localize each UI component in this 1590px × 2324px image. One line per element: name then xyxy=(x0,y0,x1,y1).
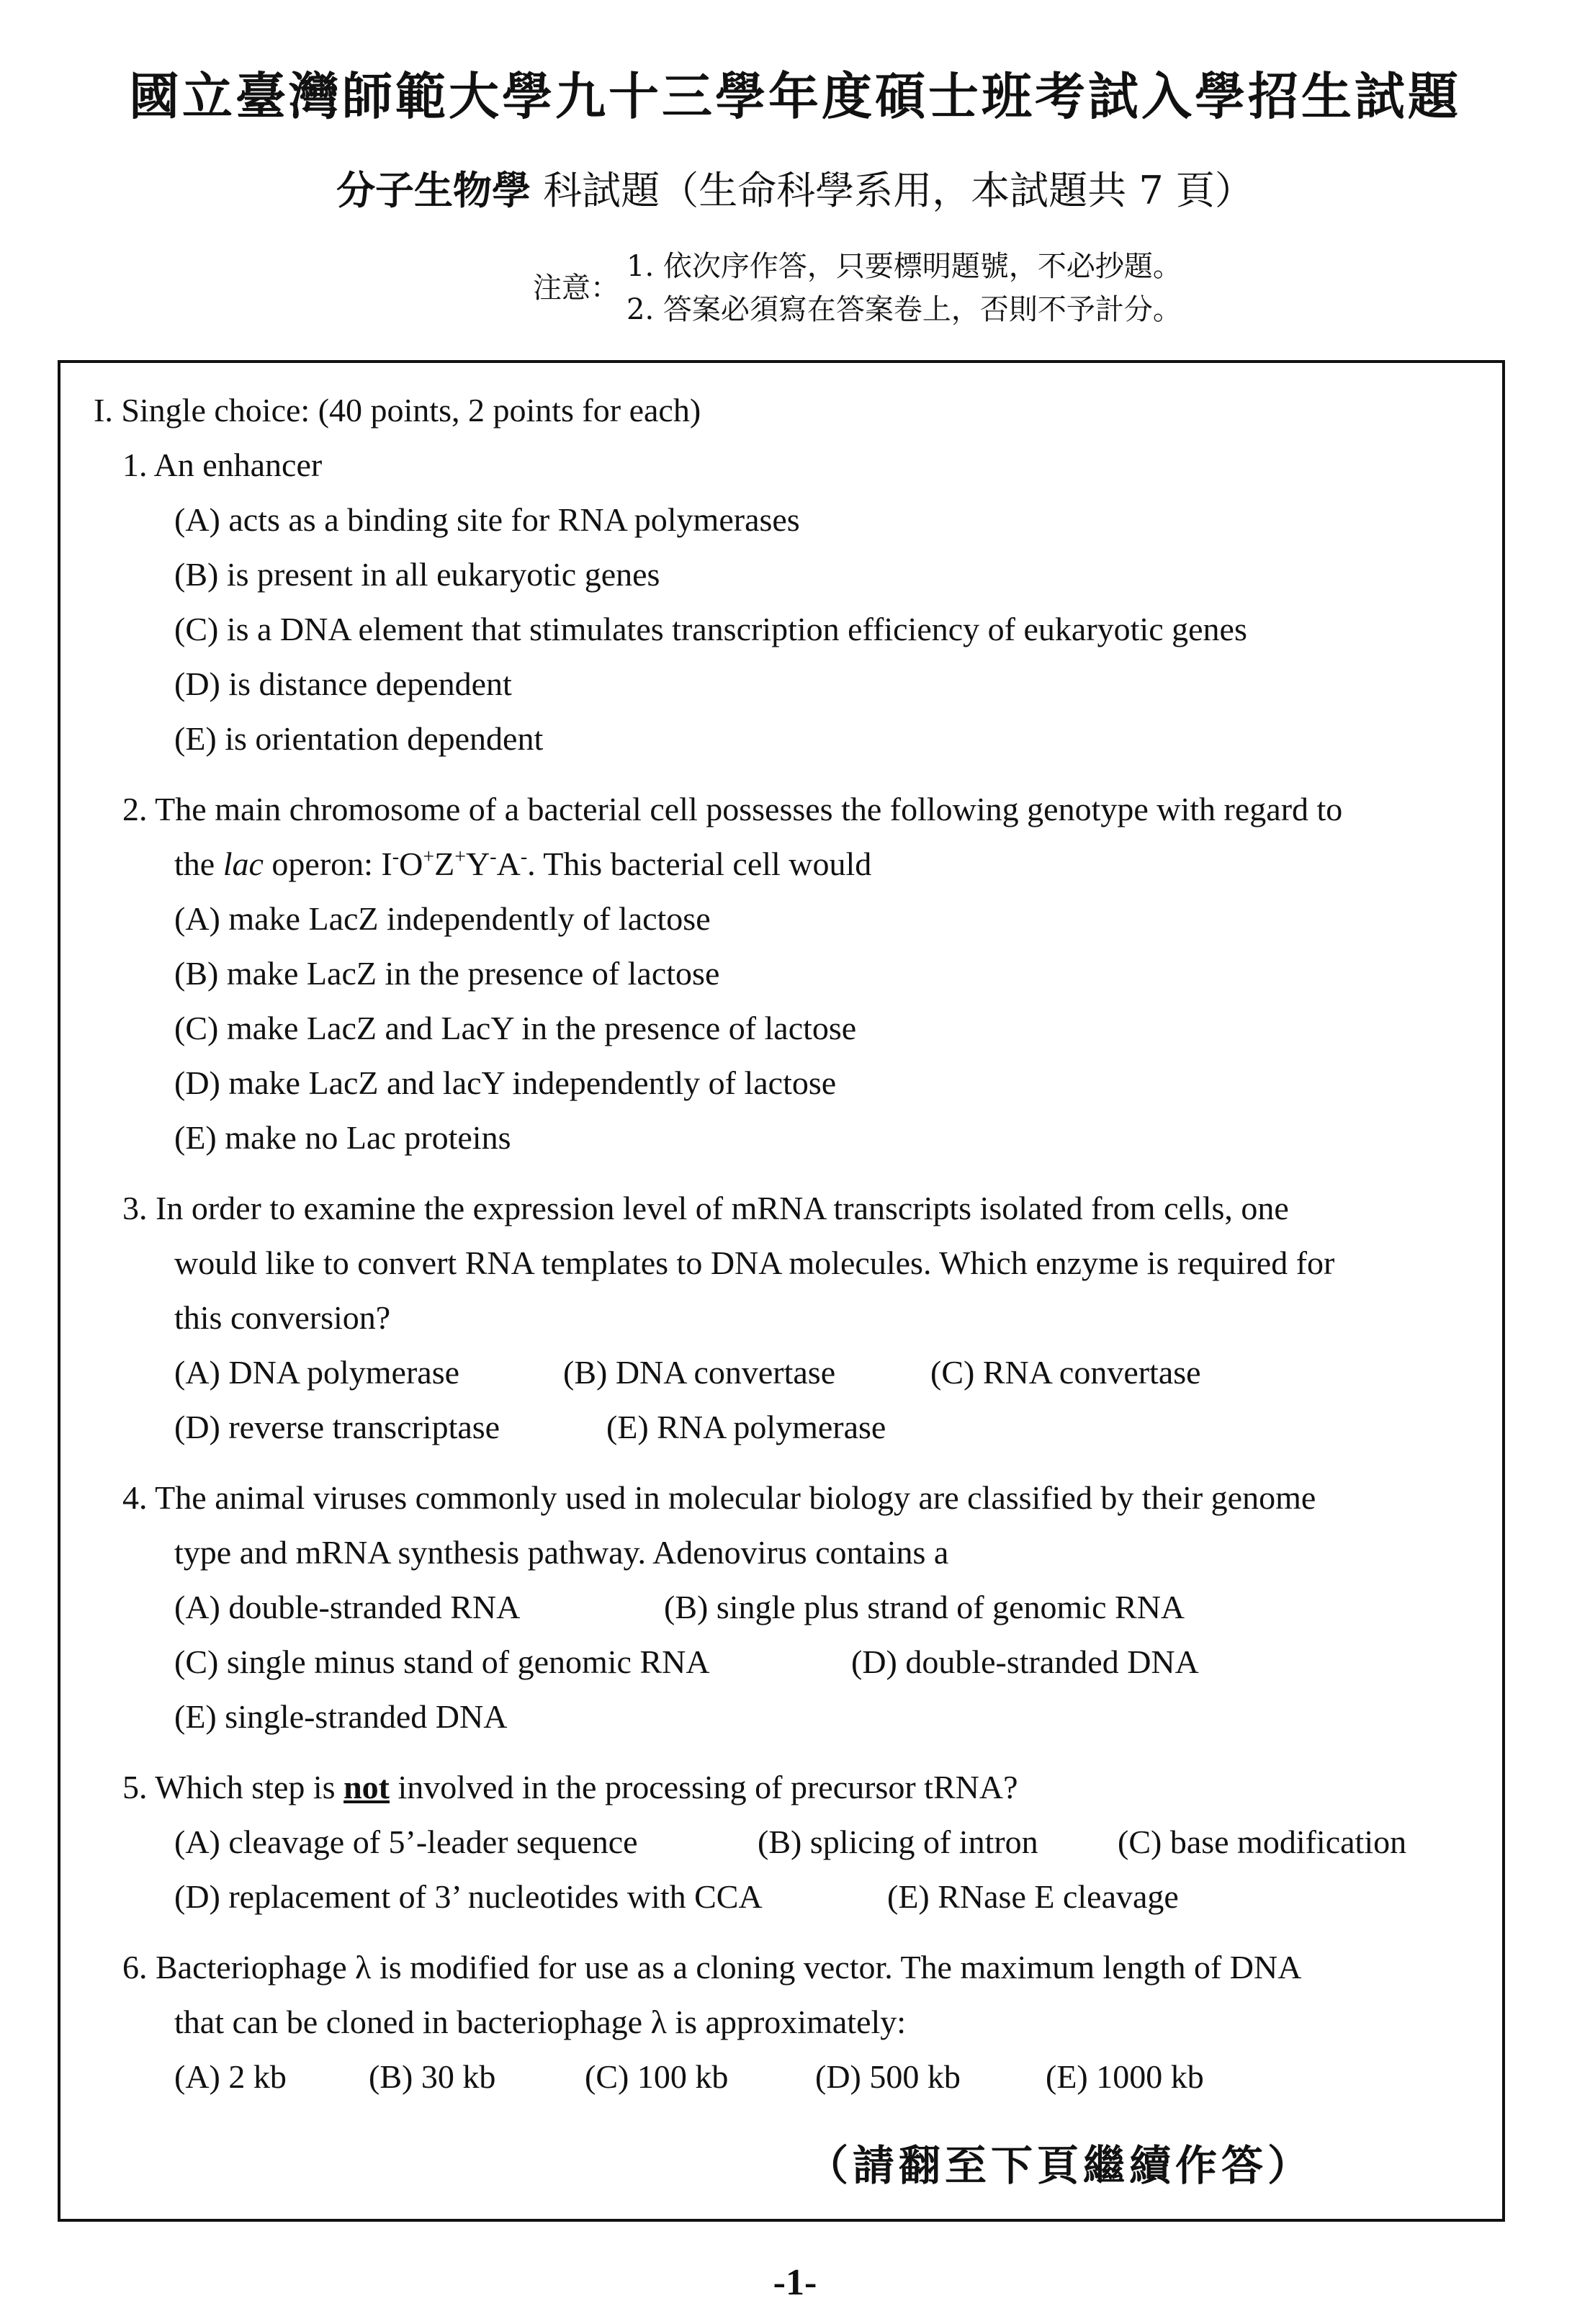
option-row xyxy=(94,1580,1473,1635)
option: (D) replacement of 3’ nucleotides with CCA xyxy=(174,1878,763,1915)
question-stem-line2: the lac operon: I-O+Z+Y-A-. This bacterial cell would xyxy=(94,837,1473,892)
question-1 xyxy=(94,438,1473,766)
question-number: 1. xyxy=(122,447,148,483)
option: (D) 500 kb xyxy=(815,2058,961,2095)
option-row xyxy=(94,1635,1473,1690)
option: (D) reverse transcriptase xyxy=(174,1409,500,1445)
exam-subtitle xyxy=(0,160,1590,215)
option: (A) DNA polymerase xyxy=(174,1354,460,1391)
continue-note: （請翻至下頁繼續作答） xyxy=(807,2141,1314,2190)
question-stem: The main chromosome of a bacterial cell possesses the following genotype with regard to xyxy=(155,791,1343,827)
notes-label: 注意： xyxy=(533,272,619,305)
option: (E) RNase E cleavage xyxy=(887,1878,1179,1915)
question-number: 5. xyxy=(122,1769,148,1805)
question-stem-line: type and mRNA synthesis pathway. Adenovirus contains a xyxy=(174,1534,949,1571)
question-box xyxy=(58,360,1505,2222)
option: (E) single-stranded DNA xyxy=(174,1698,508,1735)
option-row xyxy=(94,2050,1473,2104)
option: (C) base modification xyxy=(1118,1823,1407,1860)
option: (A) make LacZ independently of lactose xyxy=(174,900,711,937)
exam-title: 國立臺灣師範大學九十三學年度碩士班考試入學招生試題 xyxy=(129,66,1461,126)
option: (E) 1000 kb xyxy=(1046,2058,1204,2095)
option: (A) 2 kb xyxy=(174,2058,287,2095)
option: (E) make no Lac proteins xyxy=(174,1119,511,1156)
option: (A) double-stranded RNA xyxy=(174,1589,521,1625)
note-1: 1. 依次序作答，只要標明題號，不必抄題。 xyxy=(626,250,1182,283)
option: (E) RNA polymerase xyxy=(606,1409,886,1445)
option-row xyxy=(94,1345,1473,1400)
question-stem: An enhancer xyxy=(153,447,323,483)
question-stem-line: that can be cloned in bacteriophage λ is approximately: xyxy=(174,2004,907,2040)
option: (B) 30 kb xyxy=(369,2058,496,2095)
option: (D) double-stranded DNA xyxy=(851,1643,1199,1680)
option: (C) single minus stand of genomic RNA xyxy=(174,1643,710,1680)
option: (B) make LacZ in the presence of lactose xyxy=(174,955,720,992)
option-row xyxy=(94,1400,1473,1455)
question-number: 4. xyxy=(122,1479,148,1516)
option: (A) acts as a binding site for RNA polymerases xyxy=(174,501,800,538)
lac-italic: lac xyxy=(223,845,264,882)
option: (B) DNA convertase xyxy=(563,1354,836,1391)
option: (C) 100 kb xyxy=(585,2058,729,2095)
question-stem: The animal viruses commonly used in molecular biology are classified by their genome xyxy=(155,1479,1316,1516)
question-number: 3. xyxy=(122,1190,148,1226)
question-stem-line: this conversion? xyxy=(174,1299,391,1336)
page-number: -1- xyxy=(773,2262,817,2303)
question-3 xyxy=(94,1181,1473,1455)
question-stem: Bacteriophage λ is modified for use as a cloning vector. The maximum length of DNA xyxy=(156,1949,1302,1986)
section-title: I. Single choice: (40 points, 2 points for each) xyxy=(94,392,701,429)
question-2 xyxy=(94,782,1473,1165)
option: (C) make LacZ and LacY in the presence of lactose xyxy=(174,1010,857,1046)
question-number: 2. xyxy=(122,791,148,827)
option: (E) is orientation dependent xyxy=(174,720,544,757)
option-row xyxy=(94,1870,1473,1924)
question-5: 5. Which step is not involved in the processing of precursor tRNA? (A) cleavage of 5’-leader sequence (B) splicing of intron (C) base modification (D) replacement of 3’ nucleotides with CCA (E) RNase E cleavage xyxy=(94,1760,1473,1924)
subject-name: 分子生物學 xyxy=(336,167,531,213)
question-number: 6. xyxy=(122,1949,148,1986)
option: (D) is distance dependent xyxy=(174,665,512,702)
option: (C) is a DNA element that stimulates transcription efficiency of eukaryotic genes xyxy=(174,611,1247,647)
option: (B) is present in all eukaryotic genes xyxy=(174,556,660,593)
option: (D) make LacZ and lacY independently of lactose xyxy=(174,1064,837,1101)
option: (A) cleavage of 5’-leader sequence xyxy=(174,1823,638,1860)
question-6 xyxy=(94,1940,1473,2104)
not-emphasis: not xyxy=(343,1769,390,1805)
option: (B) single plus strand of genomic RNA xyxy=(664,1589,1185,1625)
question-stem: In order to examine the expression level of mRNA transcripts isolated from cells, one xyxy=(156,1190,1289,1226)
option: (B) splicing of intron xyxy=(758,1823,1038,1860)
subtitle-text: 科試題（生命科學系用，本試題共 7 頁） xyxy=(543,168,1254,213)
question-stem-line: would like to convert RNA templates to DNA molecules. Which enzyme is required for xyxy=(174,1244,1335,1281)
option: (C) RNA convertase xyxy=(930,1354,1201,1391)
question-4 xyxy=(94,1471,1473,1744)
note-2: 2. 答案必須寫在答案卷上，否則不予計分。 xyxy=(626,293,1182,326)
option-row xyxy=(94,1815,1473,1870)
